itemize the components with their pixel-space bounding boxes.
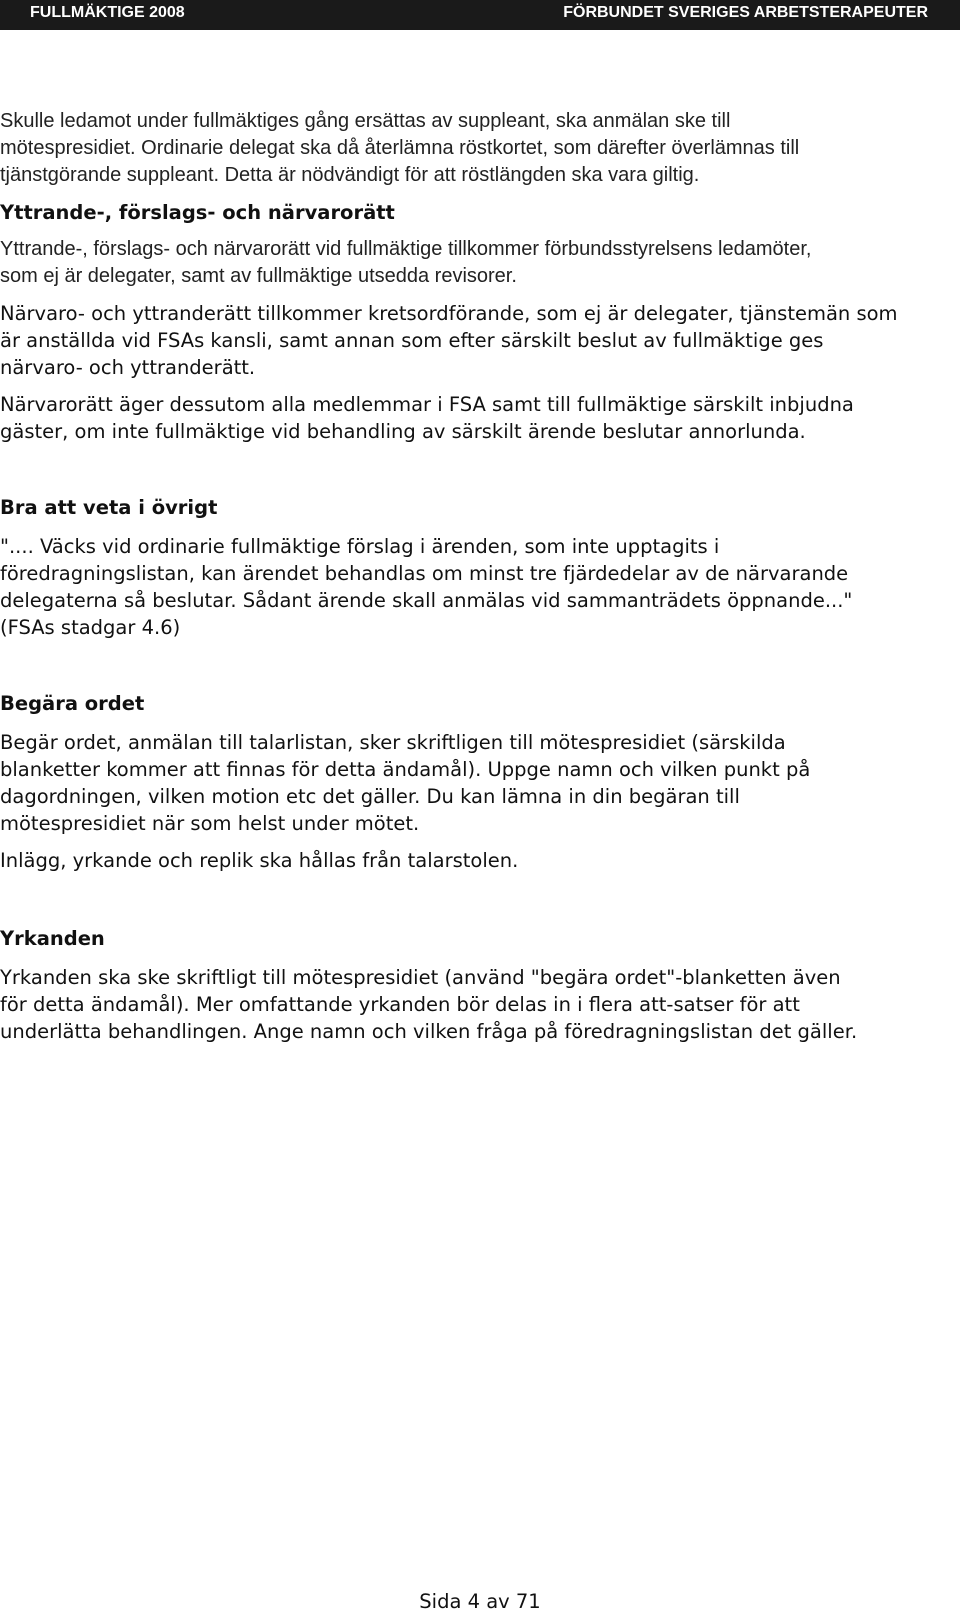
motions-paragraph: Yrkanden ska ske skriftligt till mötespresidiet (använd "begära ordet"-blanketten även för detta ändamål). Mer omfattande yrkanden bör delas in i flera att-satser för att underlätta behandlingen. Ange namn och vilken fråga på föredragningslistan det gäller. [0,966,858,1043]
section-heading-misc: Bra att veta i övrigt [0,496,218,519]
intro-paragraph: Skulle ledamot under fullmäktiges gång ersättas av suppleant, ska anmälan ske till mötespresidiet. Ordinarie delegat ska då återlämna röstkortet, som därefter överlämnas till tjänstgörande suppleant. Detta är nödvändigt för att röstlängden ska vara giltig. [0,110,800,186]
request-floor-paragraph-2: Inlägg, yrkande och replik ska hållas från talarstolen. [0,849,519,872]
rights-paragraph-2: Närvaro- och yttranderätt tillkommer kretsordförande, som ej är delegater, tjänstemän som är anställda vid FSAs kansli, samt annan som efter särskilt beslut av fullmäktige ges närvaro- och yttranderätt. [0,302,898,379]
rights-paragraph-3: Närvarorätt äger dessutom alla medlemmar i FSA samt till fullmäktige särskilt inbjudna gäster, om inte fullmäktige vid behandling av särskilt ärende beslutar annorlunda. [0,393,854,443]
section-heading-motions: Yrkanden [0,927,105,950]
page-number: Sida 4 av 71 [419,1590,541,1613]
request-floor-paragraph-1: Begär ordet, anmälan till talarlistan, sker skriftligen till mötespresidiet (särskilda blanketter kommer att finnas för detta ändamål). Uppge namn och vilken punkt på dagordningen, vilken motion etc det gäller. Du kan lämna in din begäran till mötespresidiet när som helst under mötet. [0,731,811,835]
document-body [0,108,900,1045]
page-header [0,0,960,30]
rights-paragraph-1: Yttrande-, förslags- och närvarorätt vid fullmäktige tillkommer förbundsstyrelsens ledamöter, som ej är delegater, samt av fullmäktige utsedda revisorer. [0,238,812,287]
section-heading-rights: Yttrande-, förslags- och närvarorätt [0,201,395,224]
header-organization: FÖRBUNDET SVERIGES ARBETSTERAPEUTER [563,4,928,21]
section-heading-request-floor: Begära ordet [0,692,145,715]
header-title: FULLMÄKTIGE 2008 [30,4,185,21]
misc-paragraph: ".... Väcks vid ordinarie fullmäktige förslag i ärenden, som inte upptagits i föredragningslistan, kan ärendet behandlas om minst tre fjärdedelar av de närvarande delegaterna så beslutar. Sådant ärende skall anmälas vid sammanträdets öppnande..." (FSAs stadgar 4.6) [0,535,853,639]
